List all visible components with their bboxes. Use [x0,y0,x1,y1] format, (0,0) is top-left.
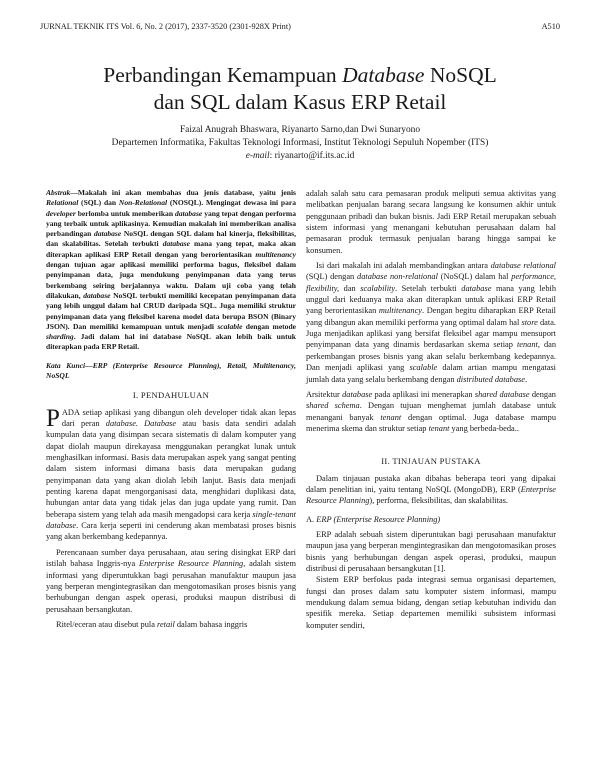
review-paragraph-1: Dalam tinjauan pustaka akan dibahas beberapa teori yang dipakai dalam penelitian ini, yaitu tentang NoSQL (MongoDB), ERP (Enterprise Resource Planning), performa, fleksibilitas, dan skalabilitas. [306,473,556,506]
drop-cap: P [46,404,60,432]
review-paragraph-2: ERP adalah sebuah sistem diperuntukan bagi perusahaan manufaktur maupun jasa yang berperan mengintegrasikan dan mengotomasikan proses bisnis yang berhubungan dengan aspek operasi, produksi, maupun distribusi di perusahaan bersangkutan [1]. [306,529,556,573]
author-email: e-mail: riyanarto@if.its.ac.id [245,151,355,161]
intro-paragraph-1: PADA setiap aplikasi yang dibangun oleh developer tidak akan lepas dari peran database. Database atau basis data sendiri adalah kumpulan data yang disimpan secara sistematis di dalam komputer yang dapat diolah maupun direkayasa menggunakan perangkat lunak untuk menghasilkan informasi. Basis data merupakan aspek yang sangat penting dalam sistem informasi dimana basis data merupakan gudang penyimpanan data yang akan diolah lebih lanjut. Basis data menjadi penting karena dapat mengorganisasi data, menghidari duplikasi data, hubungan antar data yang tidak jelas dan juga update yang rumit. Dan beberapa sistem yang telah ada masih mengadopsi cara kerja single-tenant database. Cara kerja seperti ini cenderung akan membatasi proses bisnis yang akan berkembang kedepannya. [46,404,296,542]
section-heading-tinjauan: II. TINJAUAN PUSTAKA [381,456,481,467]
right-column [306,188,556,631]
title-line1: Perbandingan Kemampuan Database NoSQL [103,63,497,87]
left-column [46,188,296,630]
intro-paragraph-4: Isi dari makalah ini adalah membandingkan antara database relational (SQL) dengan database non-relational (NoSQL) dalam hal performance, flexibility, dan scalability. Setelah terbukti database mana yang lebih unggul dari keduanya maka akan diterapkan untuk aplikasi ERP Retail yang berorientasikan multitenancy. Dengan begitu diharapkan ERP Retail yang dibangun akan memiliki performa yang optimal dalam hal store data. Juga menjadikan aplikasi yang bersifat fleksibel agar mampu mensuport penyimpanan data yang dinamis berdasarkan skema setiap tenant, dan perkembangan proses bisnis yang akan selalu berkembang kedepannya. Dan menjadi aplikasi yang scalable dalam artian mampu mengatasi jumlah data yang selalu berkembang dengan distributed database. [306,261,556,384]
paper-title [40,62,560,116]
intro-paragraph-3: Ritel/eceran atau disebut pula retail dalam bahasa inggris [56,619,248,629]
abstract: Abstrak—Makalah ini akan membahas dua jenis database, yaitu jenis Relational (SQL) dan Non-Relational (NOSQL). Mengingat dewasa ini para developer berlomba untuk memberikan database yang tepat dengan performa yang terbaik untuk aplikasinya. Kemudian makalah ini memberikan analisa perbandingan database NoSQL dengan SQL dalam hal kinerja, fleksibilitas, dan skalabilitas. Setelah terbukti database mana yang tepat, maka akan diterapkan aplikasi ERP Retail dengan yang berorientasikan multitenancy dengan tujuan agar aplikasi memiliki performa bagus, fleksibel dalam penyimpanan data, juga mendukung penyimpanan data yang terus berkembang seiring berjalannya waktu. Dalam uji coba yang telah dilakukan, database NoSQL terbukti memiliki kecepatan penyimpanan data yang lebih unggul dalam hal CRUD daripada SQL. Juga memiliki struktur penyimpanan data yang fleksibel karena model data berupa BSON (Binary JSON). Dan memiliki kemampuan untuk menjadi scalable dengan metode sharding. Jadi dalam hal ini database NoSQL akan lebih baik untuk diterapkan pada ERP Retail. [46,188,297,352]
review-paragraph-3: Sistem ERP berfokus pada integrasi semua organisasi departemen, fungsi dan proses dalam satu komputer sistem informasi, mampu mendukung dalam semua bidang, dengan setiap kebutuhan individu dan spesifik mereka. Setiap departemen memiliki subsistem informasi komputer sendiri, [306,575,556,630]
intro-paragraph-5: Arsitektur database pada aplikasi ini menerapkan shared database dengan shared schema. Dengan tujuan menghemat jumlah database untuk menangani banyak tenant dengan optimal. Juga database mampu menerima skema dan struktur setiap tenant yang berbeda-beda.. [306,389,557,433]
title-line2: dan SQL dalam Kasus ERP Retail [153,90,447,114]
author-affiliation: Departemen Informatika, Fakultas Teknologi Informasi, Institut Teknologi Sepuluh Nopember (ITS) [111,138,489,148]
intro-paragraph-2: Perencanaan sumber daya perusahaan, atau sering disingkat ERP dari istilah bahasa Inggris-nya Enterprise Resource Planning, adalah sistem informasi yang diperuntukkan bagi perusahan manufaktur maupun jasa yang berperan mengintegrasikan dan mengotomasikan proses bisnis yang berhubungan dengan aspek operasi, produksi maupun distribusi di perusahaan bersangkutan. [46,547,296,614]
subsection-heading-erp: A. ERP (Enterprise Resource Planning) [306,514,441,524]
journal-citation: JURNAL TEKNIK ITS Vol. 6, No. 2 (2017), 2337-3520 (2301-928X Print) [40,22,291,31]
keywords: Kata Kunci—ERP (Enterprise Resource Planning), Retail, Multitenancy, NoSQL [46,360,296,381]
section-heading-pendahuluan: I. PENDAHULUAN [132,390,210,401]
page-number: A510 [541,22,560,31]
author-block [40,124,560,163]
author-names: Faizal Anugrah Bhaswara, Riyanarto Sarno,dan Dwi Sunaryono [179,125,421,135]
running-header [40,22,560,34]
intro-paragraph-3-continued: adalah salah satu cara pemasaran produk meliputi semua aktivitas yang melibatkan penjualan barang secara langsung ke konsumen akhir untuk penggunaan pribadi dan bukan bisnis. Jadi ERP Retail merupakan sebuah sistem informasi yang menangani kebutuhan perusahaan dalam hal pemasaran produk termasuk penjualan barang hingga sampai ke konsumen. [306,189,556,255]
